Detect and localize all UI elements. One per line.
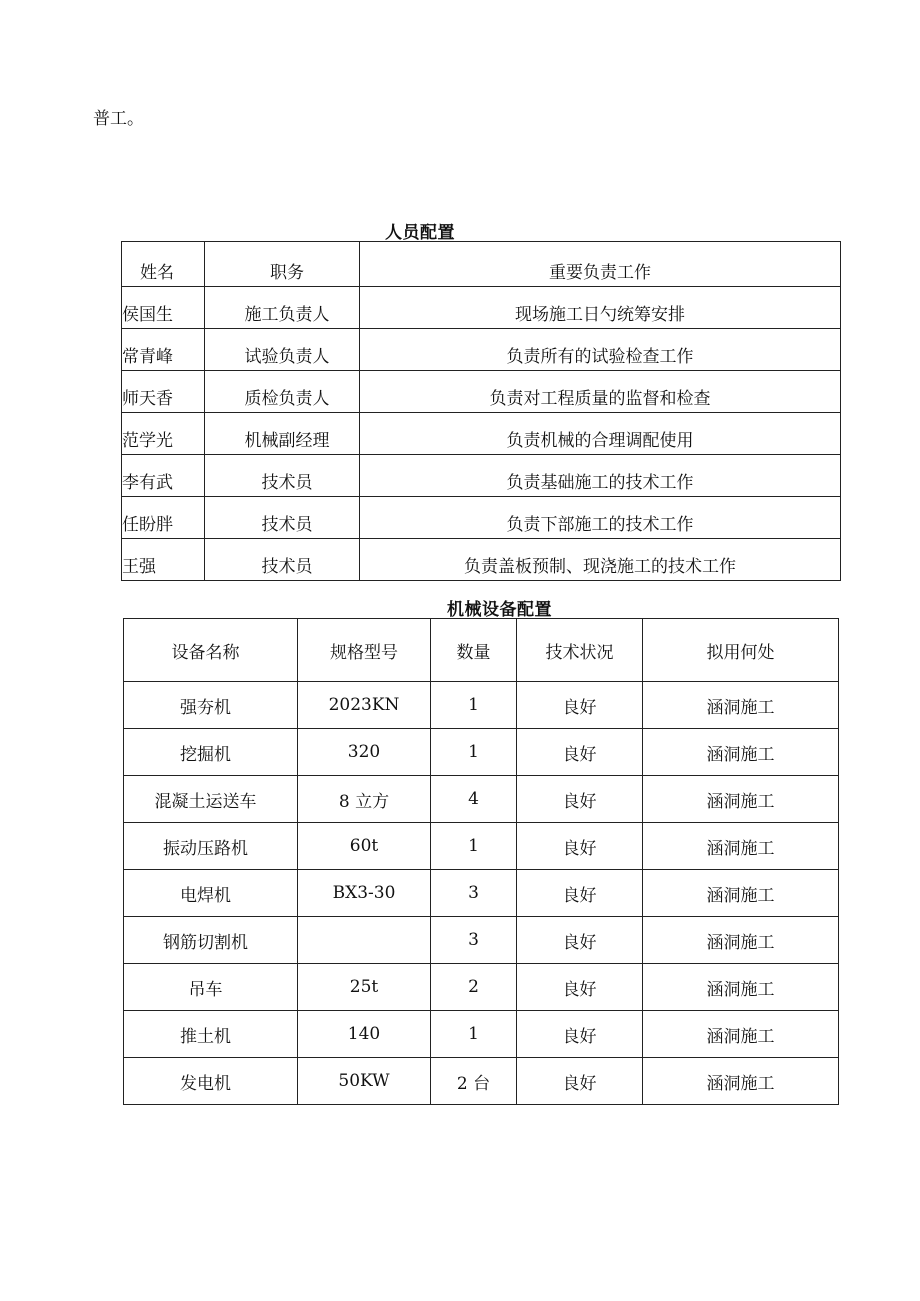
- equipment-row: [124, 964, 839, 1011]
- personnel-table: [121, 241, 841, 581]
- personnel-header-row: [122, 242, 841, 287]
- equipment-cell: 8 立方: [298, 776, 431, 823]
- equipment-cell: 良好: [517, 1011, 643, 1058]
- equipment-cell: 涵洞施工: [643, 776, 839, 823]
- equipment-row: [124, 917, 839, 964]
- equipment-cell: 4: [431, 776, 517, 823]
- equipment-row: [124, 729, 839, 776]
- personnel-header-cell: 重要负责工作: [360, 242, 841, 287]
- equipment-header-cell: 规格型号: [298, 619, 431, 682]
- personnel-cell: 试验负责人: [205, 329, 360, 371]
- equipment-table-title: 机械设备配置: [447, 600, 552, 620]
- equipment-cell: 挖掘机: [124, 729, 298, 776]
- equipment-cell: 3: [431, 917, 517, 964]
- equipment-cell: 1: [431, 823, 517, 870]
- equipment-cell: 3: [431, 870, 517, 917]
- equipment-cell: 140: [298, 1011, 431, 1058]
- equipment-cell: 吊车: [124, 964, 298, 1011]
- equipment-cell: 良好: [517, 964, 643, 1011]
- equipment-cell: BX3-30: [298, 870, 431, 917]
- equipment-cell: 2023KN: [298, 682, 431, 729]
- personnel-cell: 任盼胖: [122, 497, 205, 539]
- personnel-cell: 机械副经理: [205, 413, 360, 455]
- personnel-cell: 负责机械的合理调配使用: [360, 413, 841, 455]
- personnel-row: [122, 329, 841, 371]
- equipment-cell: 推土机: [124, 1011, 298, 1058]
- equipment-row: [124, 776, 839, 823]
- equipment-cell: 良好: [517, 917, 643, 964]
- personnel-row: [122, 413, 841, 455]
- personnel-cell: 技术员: [205, 539, 360, 581]
- equipment-row: [124, 682, 839, 729]
- equipment-cell: 涵洞施工: [643, 729, 839, 776]
- intro-text: 普工。: [93, 109, 144, 129]
- personnel-cell: 施工负责人: [205, 287, 360, 329]
- equipment-cell: 320: [298, 729, 431, 776]
- personnel-cell: 现场施工日勺统筹安排: [360, 287, 841, 329]
- personnel-header-cell: 姓名: [122, 242, 205, 287]
- personnel-cell: 负责对工程质量的监督和检查: [360, 371, 841, 413]
- equipment-cell: 涵洞施工: [643, 823, 839, 870]
- personnel-row: [122, 497, 841, 539]
- equipment-cell: 涵洞施工: [643, 1058, 839, 1105]
- equipment-header-cell: 技术状况: [517, 619, 643, 682]
- equipment-cell: 涵洞施工: [643, 964, 839, 1011]
- equipment-cell: 振动压路机: [124, 823, 298, 870]
- equipment-cell: 60t: [298, 823, 431, 870]
- equipment-cell: 涵洞施工: [643, 917, 839, 964]
- equipment-cell: 涵洞施工: [643, 870, 839, 917]
- personnel-cell: 侯国生: [122, 287, 205, 329]
- equipment-cell: [298, 917, 431, 964]
- equipment-cell: 良好: [517, 823, 643, 870]
- equipment-cell: 良好: [517, 1058, 643, 1105]
- equipment-cell: 良好: [517, 776, 643, 823]
- personnel-table-title: 人员配置: [385, 223, 455, 243]
- personnel-header-cell: 职务: [205, 242, 360, 287]
- equipment-cell: 涵洞施工: [643, 682, 839, 729]
- personnel-cell: 范学光: [122, 413, 205, 455]
- equipment-header-cell: 拟用何处: [643, 619, 839, 682]
- personnel-row: [122, 539, 841, 581]
- equipment-header-row: [124, 619, 839, 682]
- equipment-cell: 钢筋切割机: [124, 917, 298, 964]
- equipment-header-cell: 设备名称: [124, 619, 298, 682]
- personnel-row: [122, 287, 841, 329]
- personnel-cell: 负责所有的试验检查工作: [360, 329, 841, 371]
- personnel-row: [122, 371, 841, 413]
- equipment-cell: 1: [431, 1011, 517, 1058]
- personnel-cell: 负责盖板预制、现浇施工的技术工作: [360, 539, 841, 581]
- equipment-cell: 2: [431, 964, 517, 1011]
- equipment-cell: 发电机: [124, 1058, 298, 1105]
- equipment-row: [124, 1011, 839, 1058]
- personnel-cell: 负责下部施工的技术工作: [360, 497, 841, 539]
- equipment-cell: 1: [431, 682, 517, 729]
- equipment-table: [123, 618, 839, 1105]
- equipment-cell: 50KW: [298, 1058, 431, 1105]
- personnel-cell: 负责基础施工的技术工作: [360, 455, 841, 497]
- equipment-cell: 电焊机: [124, 870, 298, 917]
- personnel-cell: 技术员: [205, 455, 360, 497]
- equipment-cell: 涵洞施工: [643, 1011, 839, 1058]
- equipment-cell: 强夯机: [124, 682, 298, 729]
- equipment-cell: 良好: [517, 682, 643, 729]
- equipment-row: [124, 823, 839, 870]
- personnel-row: [122, 455, 841, 497]
- equipment-row: [124, 1058, 839, 1105]
- equipment-cell: 2 台: [431, 1058, 517, 1105]
- equipment-cell: 良好: [517, 870, 643, 917]
- personnel-cell: 李有武: [122, 455, 205, 497]
- equipment-row: [124, 870, 839, 917]
- personnel-cell: 王强: [122, 539, 205, 581]
- equipment-cell: 1: [431, 729, 517, 776]
- personnel-cell: 常青峰: [122, 329, 205, 371]
- equipment-cell: 25t: [298, 964, 431, 1011]
- personnel-cell: 技术员: [205, 497, 360, 539]
- equipment-cell: 良好: [517, 729, 643, 776]
- equipment-header-cell: 数量: [431, 619, 517, 682]
- equipment-cell: 混凝土运送车: [124, 776, 298, 823]
- personnel-cell: 质检负责人: [205, 371, 360, 413]
- personnel-cell: 师天香: [122, 371, 205, 413]
